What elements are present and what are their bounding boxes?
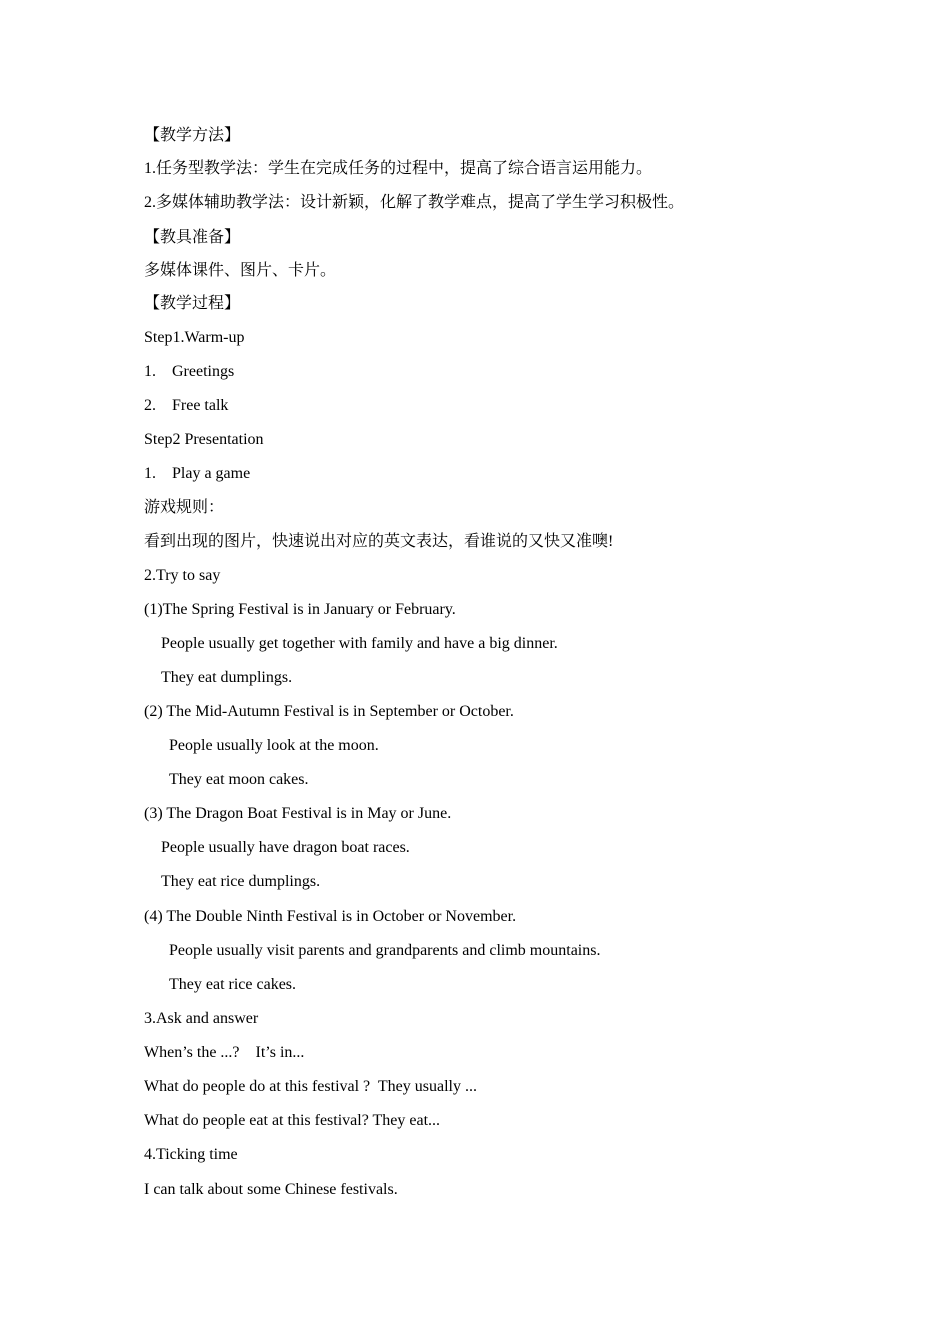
game-rules-text: 看到出现的图片，快速说出对应的英文表达，看谁说的又快又准噢! (144, 533, 614, 550)
process-heading: 【教学过程】 (144, 295, 241, 312)
list-number: 1. (144, 465, 156, 482)
festival-line: They eat rice dumplings. (161, 873, 321, 890)
method-heading: 【教学方法】 (144, 127, 241, 144)
method-item-2: 2.多媒体辅助教学法：设计新颖，化解了教学难点，提高了学生学习积极性。 (144, 194, 685, 211)
festival-line: People usually get together with family and have a big dinner. (161, 635, 558, 652)
festival-line: (4) The Double Ninth Festival is in October or November. (144, 908, 517, 925)
festival-line: People usually look at the moon. (169, 737, 379, 754)
ask-line: What do people do at this festival ? They usually ... (144, 1078, 477, 1095)
ask-title: 3.Ask and answer (144, 1010, 259, 1027)
ticking-title: 4.Ticking time (144, 1146, 238, 1163)
festival-line: They eat dumplings. (161, 669, 293, 686)
list-item (144, 362, 234, 382)
list-number: 1. (144, 363, 156, 380)
step2-title: Step2 Presentation (144, 431, 264, 448)
method-item-1: 1.任务型教学法：学生在完成任务的过程中，提高了综合语言运用能力。 (144, 160, 653, 177)
list-item (144, 464, 250, 484)
prep-heading: 【教具准备】 (144, 229, 241, 246)
festival-line: They eat moon cakes. (169, 771, 309, 788)
try-title: 2.Try to say (144, 567, 221, 584)
step1-title: Step1.Warm-up (144, 329, 245, 346)
festival-line: (3) The Dragon Boat Festival is in May or June. (144, 805, 452, 822)
ask-line: What do people eat at this festival? They eat... (144, 1112, 441, 1129)
festival-line: People usually have dragon boat races. (161, 839, 410, 856)
ticking-text: I can talk about some Chinese festivals. (144, 1181, 398, 1198)
list-text: Greetings (172, 363, 235, 380)
ask-line: When’s the ...? It’s in... (144, 1044, 305, 1061)
list-number: 2. (144, 397, 156, 414)
list-item (144, 396, 228, 416)
prep-text: 多媒体课件、图片、卡片。 (144, 262, 337, 279)
list-text: Free talk (172, 397, 229, 414)
list-text: Play a game (172, 465, 251, 482)
festival-line: (2) The Mid-Autumn Festival is in September or October. (144, 703, 514, 720)
festival-line: (1)The Spring Festival is in January or February. (144, 601, 456, 618)
festival-line: People usually visit parents and grandparents and climb mountains. (169, 942, 601, 959)
festival-line: They eat rice cakes. (169, 976, 297, 993)
game-rules-label: 游戏规则： (144, 499, 225, 516)
